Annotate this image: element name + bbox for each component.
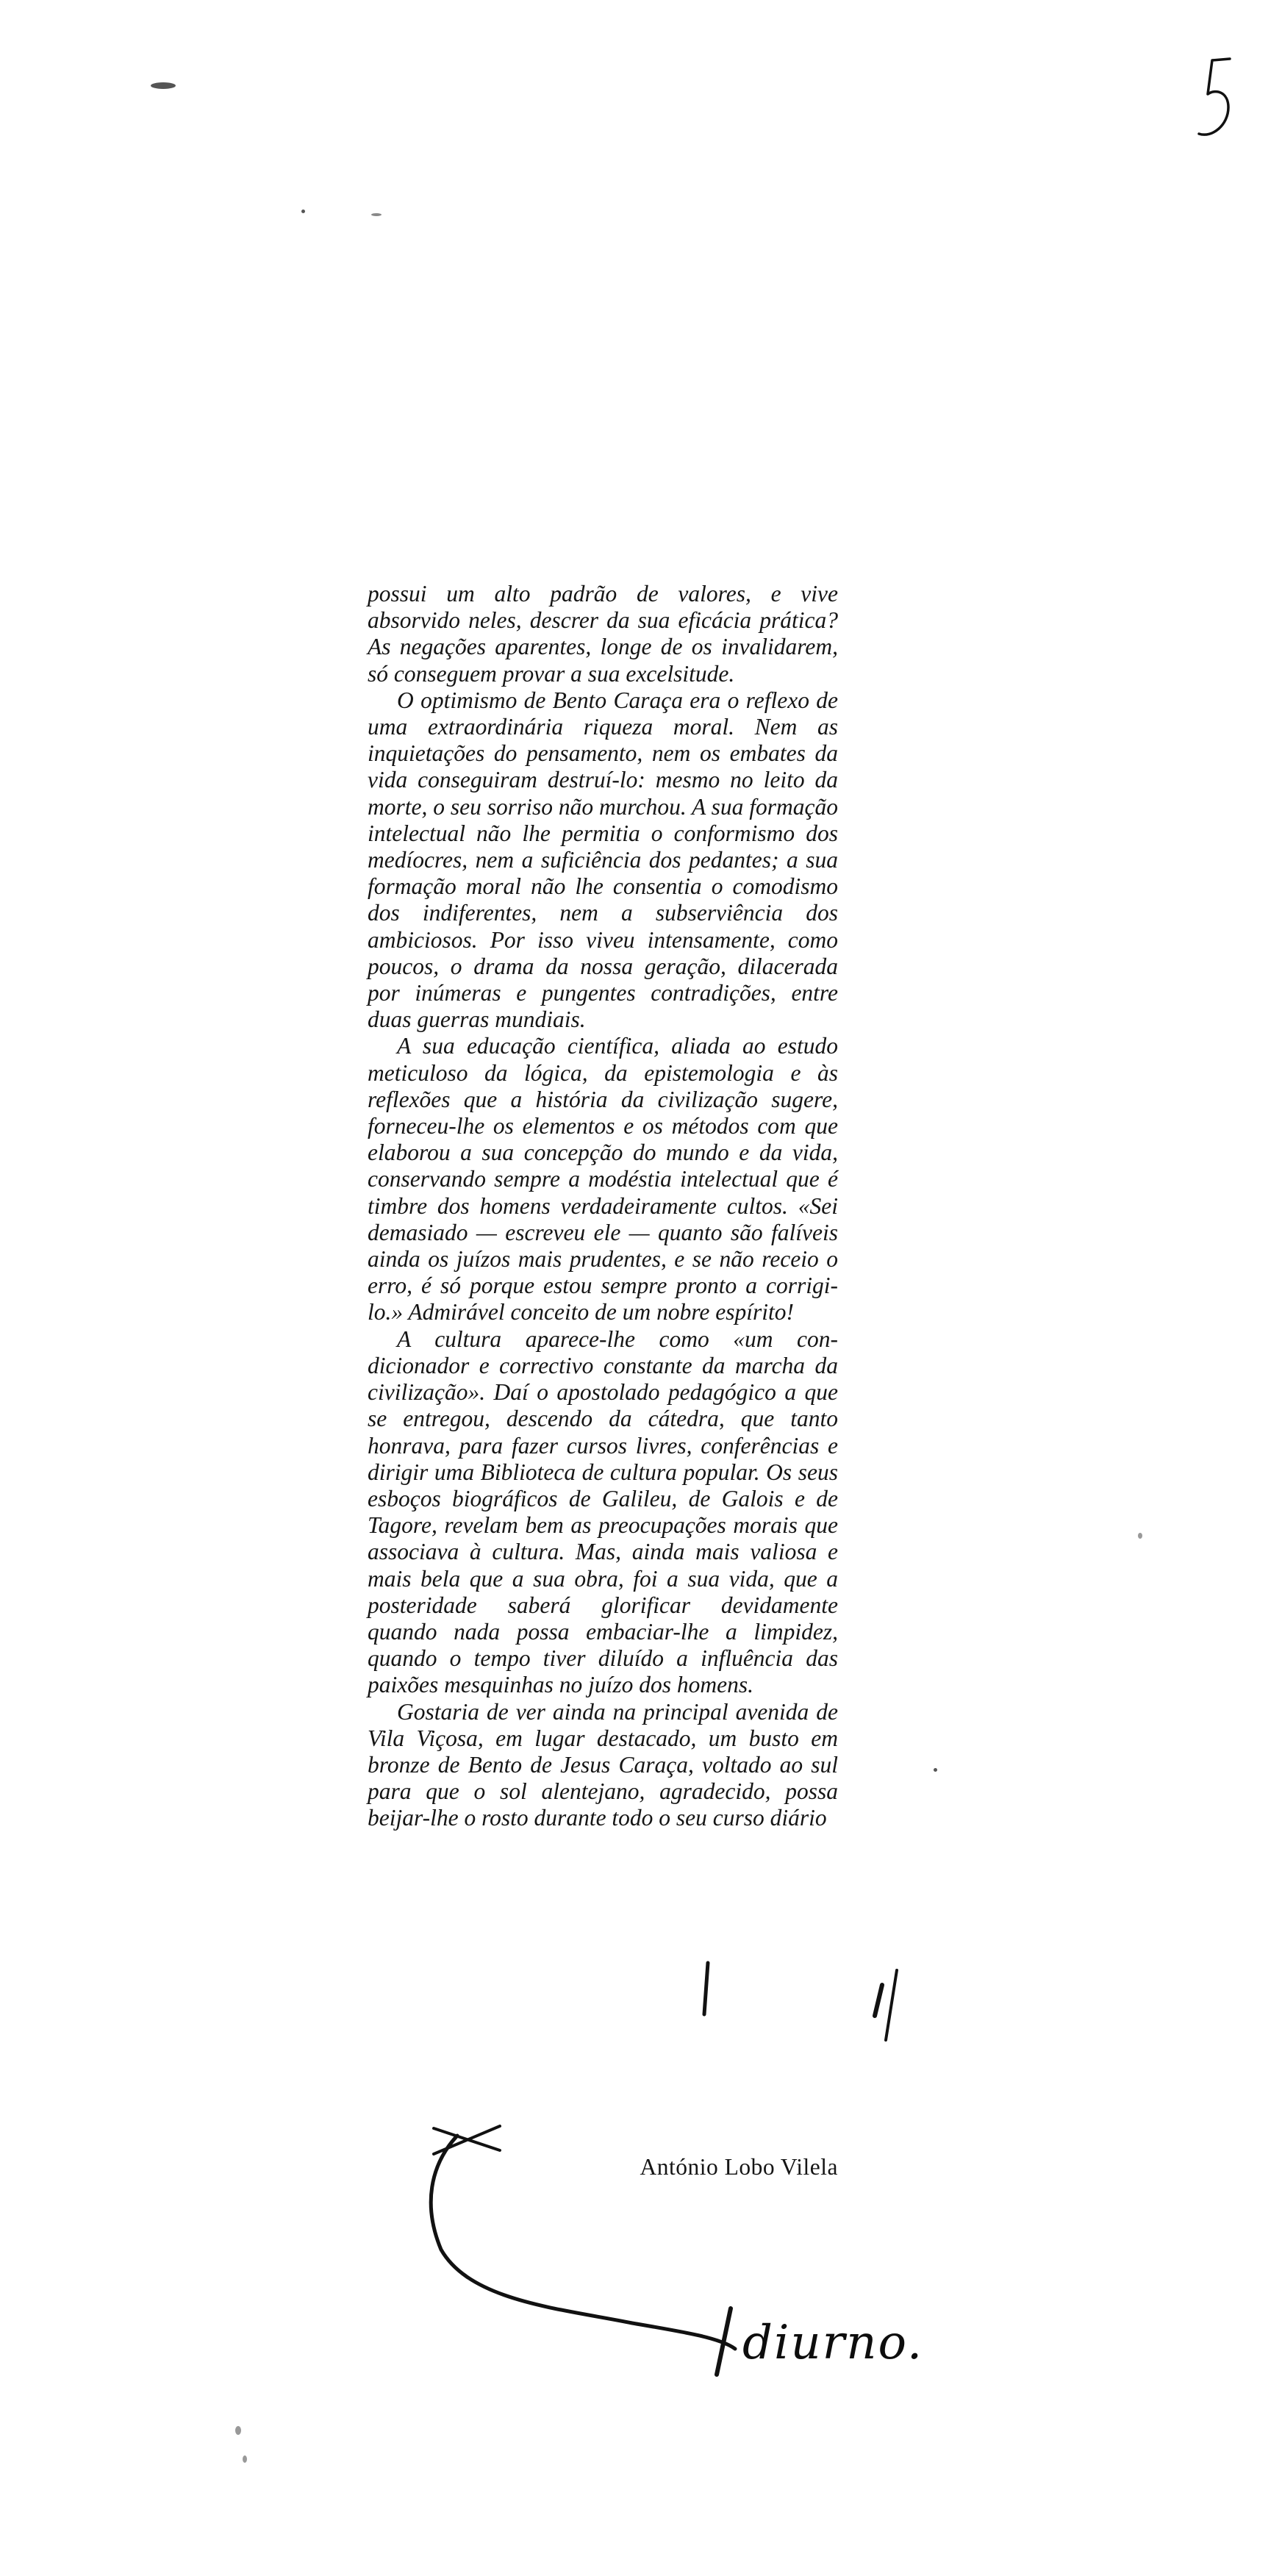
article-paragraph: Gostaria de ver ainda na principal avenida de Vila Viçosa, em lugar destacado, um busto em bronze de Bento de Jesus Caraça, voltado ao sul para que o sol alentejano, agradecido, possa beijar-lhe o rosto durante todo o seu curso diário (368, 1698, 838, 1831)
article-paragraph: A cultura aparece-lhe como «um condicionador e correctivo constante da marcha da civilização». Daí o apostolado pedagógico a que se entregou, descendo da cátedra, que tanto honrava, para fazer cursos livres, conferências e dirigir uma Biblioteca de cultura popular. Os seus esboços biográficos de Galileu, de Galois e de Tagore, revelam bem as preocupações morais que associava à cultura. Mas, ainda mais valiosa e mais bela que a sua obra, foi a sua vida, que a posteridade saberá glorificar devidamente quando nada possa embaciar-lhe a limpidez, quando o tempo tiver diluído a influência das paixões mesquinhas no juízo dos homens. (368, 1325, 838, 1698)
article-paragraph: A sua educação científica, aliada ao estudo meticuloso da lógica, da epistemologia e às reflexões que a história da civilização sugere, forneceu-lhe os elementos e os métodos com que elaborou a sua concepção do mundo e da vida, conservando sempre a modéstia intelectual que é timbre dos homens verdadeiramente cultos. «Sei demasiado — escreveu ele — quanto são falíveis ainda os juízos mais prudentes, e se não receio o erro, é só porque estou sempre pronto a corrigi-lo.» Admirável conceito de um nobre espírito! (368, 1033, 838, 1325)
handwritten-correction-word: diurno. (742, 2316, 924, 2370)
article-author: António Lobo Vilela (640, 2154, 838, 2180)
article-paragraph: O optimismo de Bento Caraça era o reflexo de uma extraordinária riqueza moral. Nem as inquietações do pensamento, nem os embates da vida conseguiram destruí-lo: mesmo no leito da morte, o seu sorriso não murchou. A sua formação intelectual não lhe permitia o conformismo dos medíocres, nem a suficiência dos pedantes; a sua formação moral não lhe consentia o comodismo dos indiferentes, nem a subserviência dos ambiciosos. Por isso viveu intensamente, como poucos, o drama da nossa geração, dilacerada por inúmeras e pungentes contradições, entre duas guerras mundiais. (368, 687, 838, 1033)
article-paragraph: possui um alto padrão de valores, e vive absorvido neles, descrer da sua eficácia prática? As negações aparentes, longe de os invalidarem, só conseguem provar a sua excelsitude. (368, 581, 838, 687)
